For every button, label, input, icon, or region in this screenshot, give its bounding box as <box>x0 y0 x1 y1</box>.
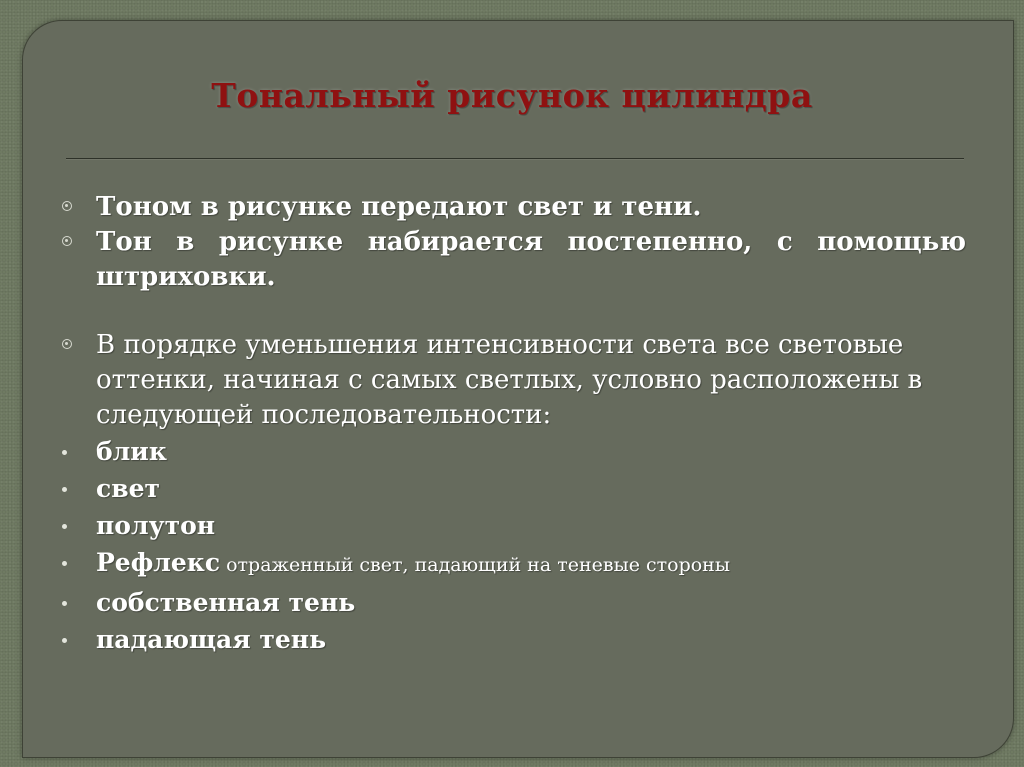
list-term: Рефлекс <box>96 548 221 577</box>
list-item-highlight <box>60 433 966 470</box>
list-term: собственная тень <box>96 588 356 617</box>
dot-icon <box>62 601 67 606</box>
spacer <box>60 295 966 328</box>
dot-icon <box>62 487 67 492</box>
circle-dot-icon <box>62 339 72 349</box>
list-term: свет <box>96 474 160 503</box>
slide-title: Тональный рисунок цилиндра <box>211 76 813 115</box>
paragraph-tone-hatching <box>60 225 966 295</box>
dot-icon <box>62 524 67 529</box>
dot-icon <box>62 561 67 566</box>
list-item-light <box>60 470 966 507</box>
list-term: полутон <box>96 511 216 540</box>
dot-icon <box>62 638 67 643</box>
slide-content <box>60 190 966 658</box>
list-description: отраженный свет, падающий на теневые стороны <box>220 554 730 576</box>
circle-dot-icon <box>62 201 72 211</box>
paragraph-tone-light-shadow <box>60 190 966 225</box>
circle-dot-icon <box>62 236 72 246</box>
paragraph-text: В порядке уменьшения интенсивности света все световые оттенки, начиная с самых светлых, условно расположены в следующей последовательности: <box>96 330 923 430</box>
list-term: падающая тень <box>96 625 327 654</box>
title-divider <box>66 158 964 159</box>
list-item-cast-shadow <box>60 621 966 658</box>
paragraph-text: Тон в рисунке набирается постепенно, с помощью штриховки. <box>96 227 966 292</box>
paragraph-text: Тоном в рисунке передают свет и тени. <box>96 192 702 222</box>
list-term: блик <box>96 437 167 466</box>
list-item-own-shadow <box>60 584 966 621</box>
list-item-reflex <box>60 544 966 584</box>
list-item-halftone <box>60 507 966 544</box>
paragraph-intensity-order <box>60 328 966 433</box>
dot-icon <box>62 450 67 455</box>
